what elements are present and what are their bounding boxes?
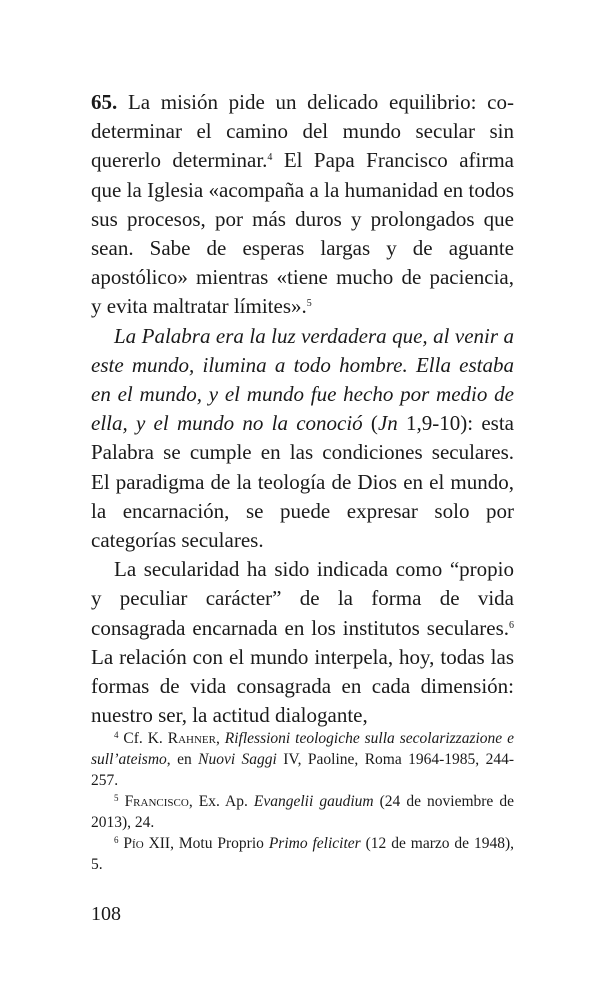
paragraph-secularity — [91, 555, 514, 730]
footnote-text: , Ex. Ap. — [188, 793, 254, 810]
footnote-text: (12 de marzo de 1948), 5. — [91, 835, 514, 873]
footnote-author: Pío — [123, 835, 144, 852]
footnote-4 — [91, 728, 514, 791]
paragraph-quote — [91, 322, 514, 556]
footnote-number: 4 — [114, 730, 119, 740]
footnote-text: IV, Paoline, Roma 1964-1985, 244-257. — [91, 751, 514, 789]
footnote-author: Francisco — [124, 793, 189, 810]
footnote-number: 6 — [114, 835, 119, 845]
footnote-6 — [91, 833, 514, 875]
footnote-ref: 6 — [509, 619, 514, 631]
footnote-text: XII, Motu Proprio — [143, 835, 269, 852]
paragraph-text: La misión pide un delicado equilibrio: co-determinar el camino del mundo secular sin quererlo determinar. — [91, 90, 514, 173]
paragraph-text: esta Palabra se cumple en las condiciones seculares. El paradigma de la teología de Dios en el mundo, la encarnación, se puede expresar solo por categorías seculares. — [91, 411, 514, 553]
footnote-title: Riflessioni teologiche sulla secolarizzazione e sull’ateismo — [91, 730, 514, 768]
footnote-text: , — [215, 730, 225, 747]
footnote-title: Primo feliciter — [268, 835, 361, 852]
footnote-text: Cf. K. — [118, 730, 168, 747]
paragraph-number: 65. — [91, 90, 118, 114]
footnote-ref: 4 — [267, 152, 273, 164]
paragraph-text: ( — [362, 411, 378, 436]
scripture-reference: 1,9-10): — [397, 411, 474, 436]
page-body — [91, 88, 514, 730]
scripture-book: Jn — [377, 411, 398, 436]
page-number: 108 — [91, 903, 121, 925]
footnote-ref: 5 — [306, 298, 312, 310]
main-text — [91, 88, 514, 730]
scripture-quote: La Palabra era la luz verdadera que, al venir a este mundo, ilumina a todo hombre. Ella estaba en el mundo, y el mundo fue hecho por medio de ella, y el mundo no la conoció — [91, 323, 514, 436]
footnote-5 — [91, 791, 514, 833]
paragraph-text: La relación con el mundo interpela, hoy, todas las formas de vida consagrada en cada dimensión: nuestro ser, la actitud dialogante, — [91, 644, 514, 728]
footnote-title: Evangelii gaudium — [253, 793, 374, 810]
footnotes — [91, 728, 514, 875]
paragraph-text: El Papa Francisco afirma que la Iglesia «acompaña a la humanidad en todos sus procesos, por más duros y prolongados que sean. Sabe de esperas largas y de aguante apostólico» mientras «tiene mucho de paciencia, y evita maltratar límites». — [91, 148, 514, 319]
footnote-text: (24 de noviembre de 2013), 24. — [91, 793, 514, 831]
footnote-title: Nuovi Saggi — [198, 751, 277, 768]
paragraph-65 — [91, 88, 514, 322]
footnote-number: 5 — [114, 793, 119, 803]
footnote-author: Rahner — [167, 730, 216, 747]
footnote-text: , en — [166, 751, 199, 768]
paragraph-text: La secularidad ha sido indicada como “propio y peculiar carácter” de la forma de vida consagrada encarnada en los institutos seculares. — [91, 557, 514, 640]
